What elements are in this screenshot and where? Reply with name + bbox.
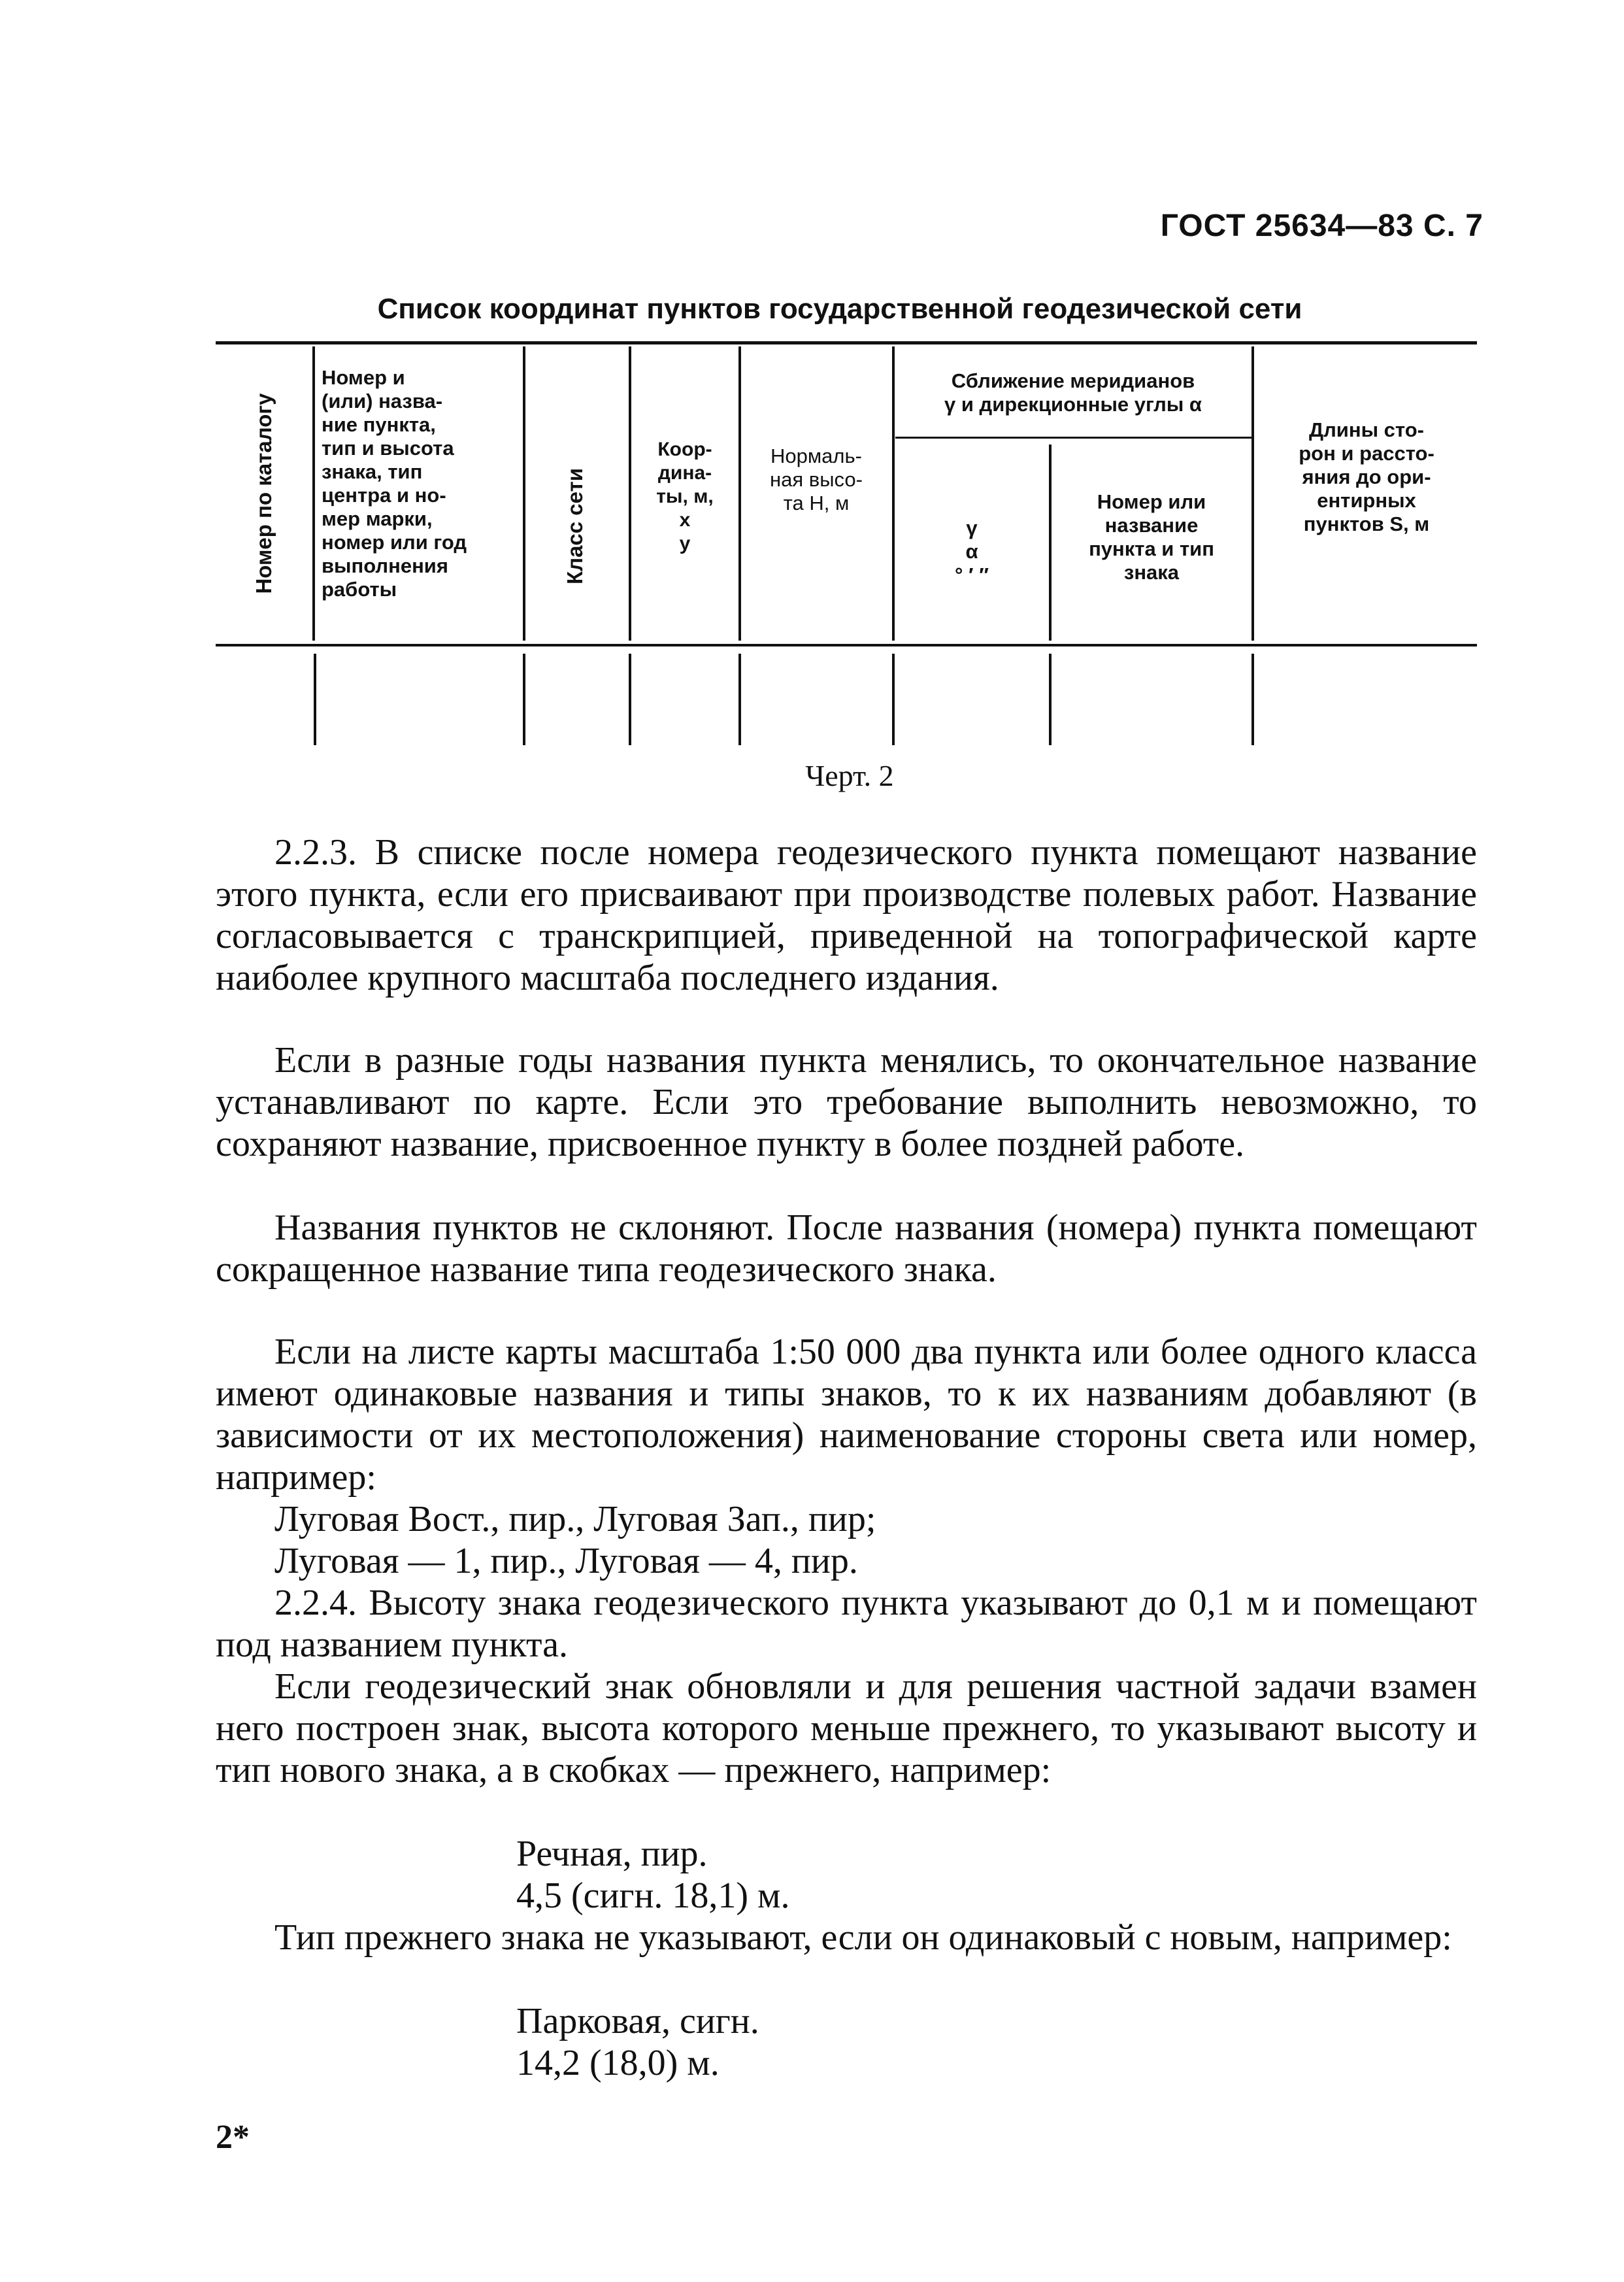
example-parkovaya-name: Парковая, сигн. (516, 2001, 759, 2041)
paragraph-2-2-3: 2.2.3. В списке после номера геодезического пункта помещают название этого пункта, если его присваивают при производстве полевых работ. Название согласовывается с транскрипцией, приведенной на топографической карте наиболее крупного масштаба последнего издания. (216, 832, 1477, 998)
column-side-lengths: Длины сто- рон и рассто- яния до ори- ентирных пунктов S, м (1299, 418, 1434, 535)
example-parkovaya-height: 14,2 (18,0) м. (516, 2043, 720, 2083)
example-rechnaya-name: Речная, пир. (516, 1834, 708, 1874)
page-footer-mark: 2* (216, 2119, 250, 2156)
column-normal-height: Нормаль- ная высо- та H, м (770, 445, 863, 514)
column-orientation-point: Номер или название пункта и тип знака (1089, 490, 1214, 584)
paragraph-renewed-sign: Если геодезический знак обновляли и для решения частной задачи взамен него построен знак, высота которого меньше прежнего, то указывают высоту и тип нового знака, а в скобках — прежнего, например: (216, 1666, 1477, 1790)
column-coordinates: Коор- дина- ты, м, x y (656, 439, 714, 554)
example-numbers: Луговая — 1, пир., Луговая — 4, пир. (274, 1541, 858, 1581)
page-header: ГОСТ 25634—83 С. 7 (1160, 209, 1483, 243)
column-network-class: Класс сети (563, 467, 587, 585)
table-title: Список координат пунктов государственной геодезической сети (377, 293, 1302, 325)
paragraph-2-2-4: 2.2.4. Высоту знака геодезического пункта указывают до 0,1 м и помещают под названием пункта. (216, 1583, 1477, 1665)
paragraph-same-names: Если на листе карты масштаба 1:50 000 два пункта или более одного класса имеют одинаковые названия и типы знаков, то к их названиям добавляют (в зависимости от их местоположения) наименование стороны света или номер, например: (216, 1332, 1477, 1498)
paragraph-declension: Названия пунктов не склоняют. После названия (номера) пункта помещают сокращенное название типа геодезического знака. (216, 1207, 1477, 1290)
figure-caption: Черт. 2 (805, 759, 894, 792)
column-convergence: Сближение меридианов γ и дирекционные углы α (944, 369, 1202, 416)
paragraph-same-type: Тип прежнего знака не указывают, если он одинаковый с новым, например: (274, 1917, 1452, 1958)
column-point-name: Номер и (или) назва- ние пункта, тип и высота знака, тип центра и но- мер марки, номер или год выполнения работы (322, 366, 467, 601)
example-rechnaya-height: 4,5 (сигн. 18,1) м. (516, 1875, 790, 1916)
column-angles: γ α ° ′ ″ (955, 516, 989, 586)
column-catalog-number: Номер по каталогу (252, 393, 276, 594)
example-directions: Луговая Вост., пир., Луговая Зап., пир; (274, 1499, 876, 1539)
paragraph-renamed: Если в разные годы названия пункта менялись, то окончательное название устанавливают по карте. Если это требование выполнить невозможно, то сохраняют название, присвоенное пункту в более поздней работе. (216, 1040, 1477, 1164)
